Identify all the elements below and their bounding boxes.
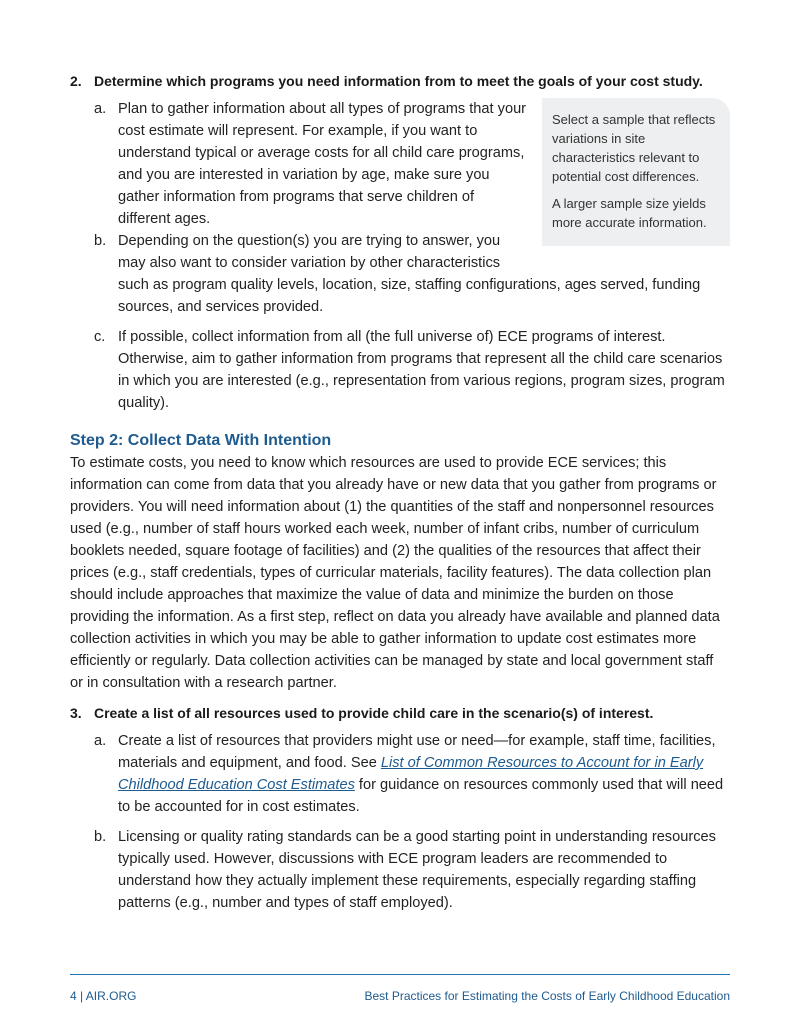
section-body: To estimate costs, you need to know which resources are used to provide ECE services; this information can come from data that you already have or new data that you gather from programs or providers. You will need information about (1) the quantities of the staff and nonpersonnel resources used (e.g., number of staff hours worked each week, number of infant cribs, number of curriculum booklets needed, square footage of facilities) and (2) the qualities of the resources that affect their prices (e.g., staff credentials, types of curricular materials, facility features). The data collection plan should include approaches that maximize the value of data and minimize the burden on those providing the information. As a first step, reflect on data you already have available and planned data collection activities in which you may be able to gather information to update cost estimates more efficiently or regularly. Data collection activities can be managed by state and local government staff or in consultation with a research partner. bbox=[70, 455, 720, 691]
sub-letter: b. bbox=[94, 829, 107, 845]
page-content bbox=[70, 70, 730, 914]
list-number: 2. bbox=[70, 73, 82, 89]
sub-item-2b bbox=[70, 230, 730, 318]
footer-page-number: 4 | AIR.ORG bbox=[70, 989, 137, 1003]
sub-item-2a bbox=[70, 98, 730, 230]
resource-list-link[interactable]: List of Common Resources to Account for in Early Childhood Education Cost Estimates bbox=[118, 755, 704, 793]
sub-letter: b. bbox=[94, 233, 107, 249]
footer-divider bbox=[70, 974, 730, 975]
sub-item-text-after: for guidance on resources commonly used that will need to be accounted for in cost estimates. bbox=[118, 777, 724, 815]
sub-item-text-before: Create a list of resources that providers might use or need—for example, staff time, facilities, materials and equipment, and food. See bbox=[118, 733, 716, 771]
list-item-2 bbox=[70, 70, 730, 92]
footer-document-title: Best Practices for Estimating the Costs of Early Childhood Education bbox=[364, 989, 730, 1003]
list-item-text: Determine which programs you need information from to meet the goals of your cost study. bbox=[94, 73, 703, 89]
list-item-3 bbox=[70, 702, 730, 724]
callout-text-2: A larger sample size yields more accurate information. bbox=[552, 196, 707, 230]
section-heading: Step 2: Collect Data With Intention bbox=[70, 432, 332, 449]
sub-letter: a. bbox=[94, 733, 107, 749]
sub-item-text: If possible, collect information from all (the full universe of) ECE programs of interest. Otherwise, aim to gather information from programs that represent all the child care scenarios in which you are interested (e.g., representation from various regions, program sizes, program quality). bbox=[118, 329, 725, 411]
sub-letter: a. bbox=[94, 101, 107, 117]
list-item-text: Create a list of all resources used to provide child care in the scenario(s) of interest. bbox=[94, 705, 654, 721]
callout-text-1: Select a sample that reflects variations in site characteristics relevant to potential cost differences. bbox=[552, 112, 716, 184]
sub-item-2c bbox=[70, 326, 730, 414]
sub-item-3b bbox=[70, 826, 730, 914]
sub-letter: c. bbox=[94, 329, 106, 345]
sub-item-text: Depending on the question(s) you are trying to answer, you may also want to consider variation by other characteristics such as program quality levels, location, size, staffing configurations, ages served, funding sources, and services provided. bbox=[118, 233, 701, 315]
page-footer bbox=[70, 988, 730, 1004]
sub-item-text: Plan to gather information about all types of programs that your cost estimate will represent. For example, if you want to understand typical or average costs for all child care programs, and you are interested in variation by age, make sure you gather information from programs that serve children of different ages. bbox=[118, 101, 527, 227]
sub-item-text: Licensing or quality rating standards can be a good starting point in understanding resources typically used. However, discussions with ECE program leaders are recommended to understand how they actually implement these requirements, especially regarding staffing patterns (e.g., number and types of staff employed). bbox=[118, 829, 716, 911]
sub-item-3a bbox=[70, 730, 730, 818]
list-number: 3. bbox=[70, 705, 82, 721]
